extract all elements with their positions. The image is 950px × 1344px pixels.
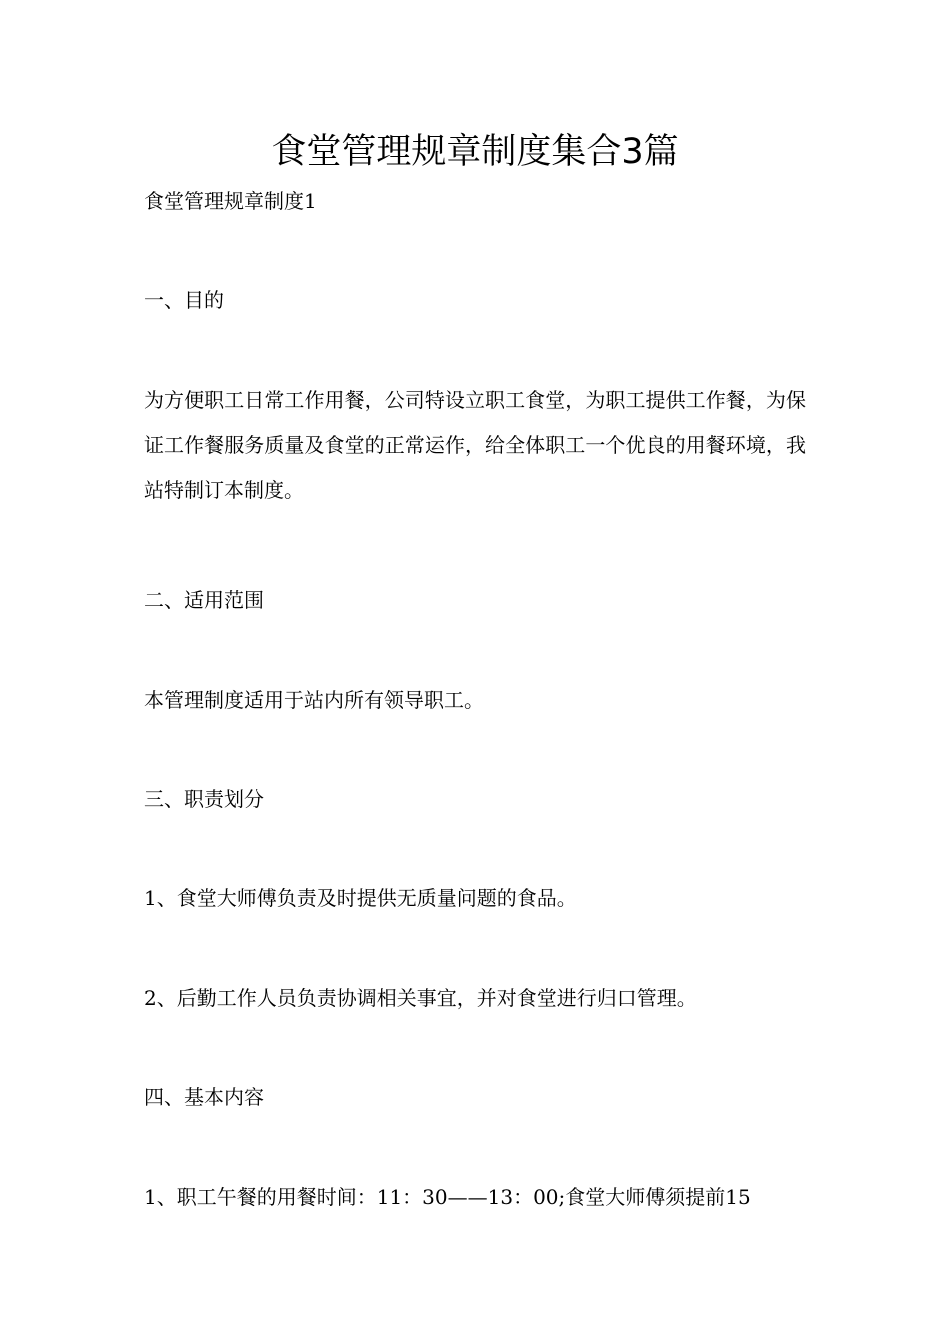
- section-heading-purpose: 一、目的: [144, 288, 224, 312]
- responsibility-item-1: 1、食堂大师傅负责及时提供无质量问题的食品。: [144, 886, 577, 910]
- section-heading-content: 四、基本内容: [144, 1085, 264, 1109]
- document-subtitle: 食堂管理规章制度1: [144, 189, 317, 213]
- content-item-1: 1、职工午餐的用餐时间：11：30——13：00;食堂大师傅须提前15: [144, 1185, 751, 1209]
- section-body-scope: 本管理制度适用于站内所有领导职工。: [144, 688, 484, 712]
- document-title: 食堂管理规章制度集合3篇: [271, 132, 679, 172]
- responsibility-item-2: 2、后勤工作人员负责协调相关事宜，并对食堂进行归口管理。: [144, 986, 697, 1010]
- section-heading-scope: 二、适用范围: [144, 588, 264, 612]
- section-heading-responsibilities: 三、职责划分: [144, 787, 264, 811]
- section-body-purpose: 为方便职工日常工作用餐，公司特设立职工食堂，为职工提供工作餐，为保证工作餐服务质量及食堂的正常运作，给全体职工一个优良的用餐环境，我站特制订本制度。: [144, 388, 806, 502]
